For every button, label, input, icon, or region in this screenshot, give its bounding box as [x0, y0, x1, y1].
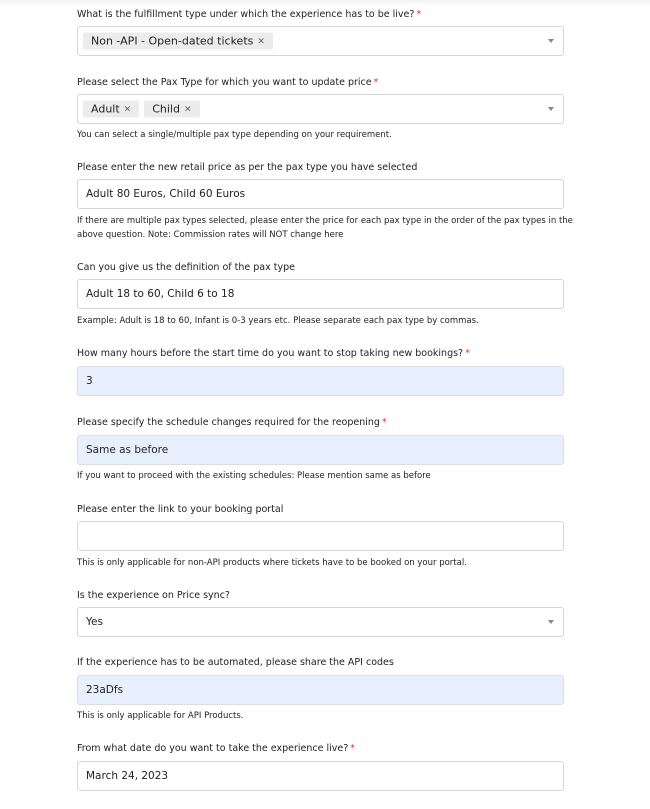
required-marker: * [381, 417, 387, 428]
booking-portal-help: This is only applicable for non-API products where tickets have to be booked on your portal. [77, 558, 467, 568]
required-marker: * [465, 348, 470, 359]
api-codes-input[interactable] [77, 675, 564, 705]
pax-tag-child: Child × [144, 101, 199, 118]
question-retail-price: Please enter the new retail price as per the pax type you have selected [77, 162, 418, 173]
question-live-date: From what date do you want to take the experience live? * [77, 743, 356, 754]
chevron-down-icon[interactable] [548, 107, 554, 111]
pax-tag-adult: Adult × [83, 101, 139, 118]
retail-price-input[interactable] [77, 179, 564, 209]
pax-type-select[interactable] [77, 94, 564, 124]
required-marker: * [350, 743, 356, 754]
schedule-changes-input[interactable] [77, 435, 564, 465]
field-value: Adult 18 to 60, Child 6 to 18 [86, 288, 235, 300]
remove-tag-icon[interactable]: × [257, 36, 265, 46]
question-pax-definition: Can you give us the definition of the pax type [77, 262, 295, 273]
pax-definition-help: Example: Adult is 18 to 60, Infant is 0-3 years etc. Please separate each pax type by commas. [77, 316, 479, 326]
retail-price-help: If there are multiple pax types selected, please enter the price for each pax type in the order of the pax types in the above question. Note: Commission rates will NOT change here [77, 216, 573, 240]
field-value: 3 [86, 375, 93, 387]
question-cutoff-hours: How many hours before the start time do you want to stop taking new bookings? * [77, 348, 470, 359]
top-shadow [0, 0, 650, 6]
fulfillment-tag: Non -API - Open-dated tickets × [83, 33, 273, 50]
field-value: March 24, 2023 [86, 770, 169, 782]
field-value: Adult 80 Euros, Child 60 Euros [86, 188, 246, 200]
cutoff-hours-input[interactable] [77, 366, 564, 396]
chevron-down-icon[interactable] [548, 620, 554, 624]
remove-tag-icon[interactable]: × [123, 104, 132, 114]
api-codes-help: This is only applicable for API Products. [77, 711, 244, 721]
remove-tag-icon[interactable]: × [183, 104, 192, 114]
question-api-codes: If the experience has to be automated, please share the API codes [77, 657, 394, 668]
chevron-down-icon[interactable] [548, 39, 554, 43]
price-sync-select[interactable] [77, 607, 564, 637]
field-value: Yes [86, 616, 103, 628]
booking-portal-input[interactable] [77, 521, 564, 551]
pax-definition-input[interactable] [77, 279, 564, 309]
field-value: 23aDfs [86, 684, 124, 696]
question-schedule-changes: Please specify the schedule changes required for the reopening * [77, 417, 387, 428]
question-fulfillment-type: What is the fulfillment type under which the experience has to be live? * [77, 9, 422, 20]
question-pax-type: Please select the Pax Type for which you want to update price * [77, 77, 379, 88]
pax-type-help: You can select a single/multiple pax type depending on your requirement. [77, 130, 392, 140]
live-date-input[interactable] [77, 761, 564, 791]
fulfillment-type-select[interactable] [77, 26, 564, 56]
required-marker: * [416, 9, 422, 20]
question-price-sync: Is the experience on Price sync? [77, 590, 230, 601]
question-booking-portal: Please enter the link to your booking portal [77, 504, 284, 515]
field-value: Same as before [86, 444, 169, 456]
schedule-changes-help: If you want to proceed with the existing schedules: Please mention same as before [77, 471, 431, 481]
required-marker: * [373, 77, 379, 88]
